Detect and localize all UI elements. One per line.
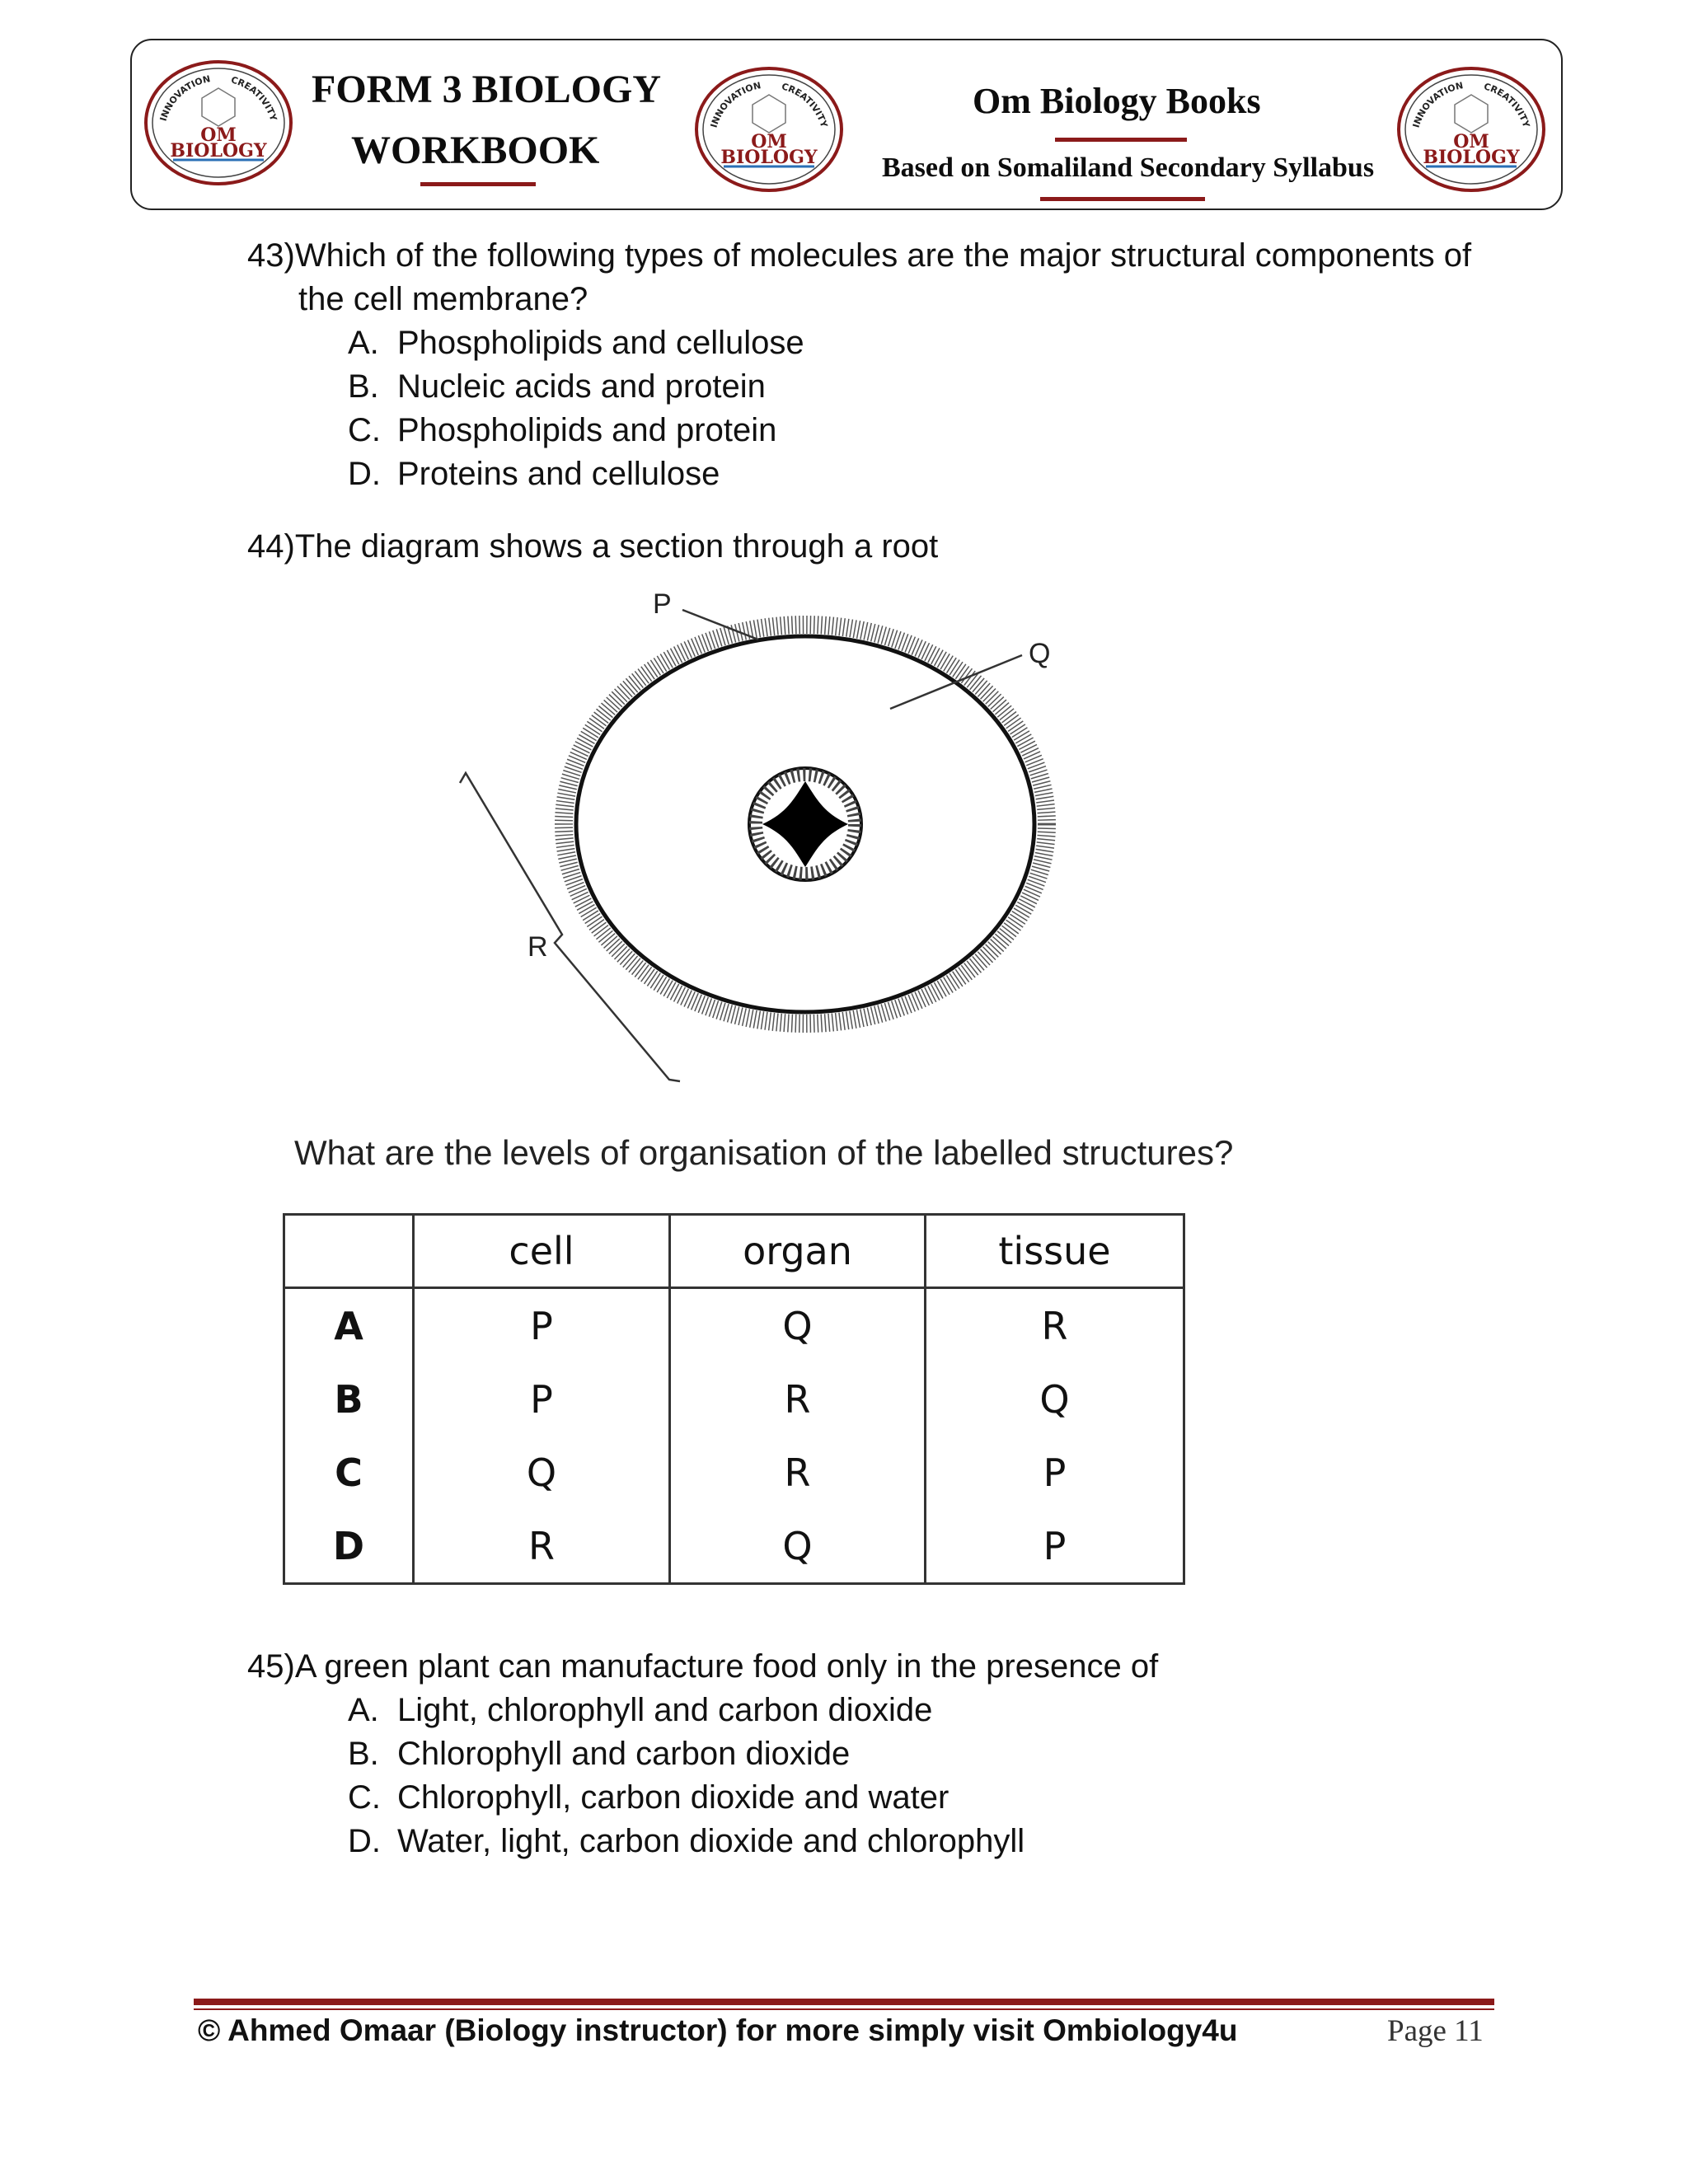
svg-text:BIOLOGY: BIOLOGY [170,140,267,162]
table-cell: Q [414,1436,670,1509]
q43-option-b: B. Nucleic acids and protein [348,368,766,405]
table-cell: R [670,1362,926,1436]
brand-underline [1055,138,1187,142]
page-header [130,39,1563,210]
question-number: 44) [247,528,295,565]
om-biology-logo-right [1393,63,1550,195]
svg-text:CREATIVITY: CREATIVITY [1482,81,1532,129]
svg-text:OM: OM [200,124,237,146]
footer-rule [194,1999,1494,2005]
om-biology-logo-left [140,57,297,189]
table-row [284,1436,1184,1509]
table-cell: Q [926,1362,1184,1436]
q45-option-c: C. Chlorophyll, carbon dioxide and water [348,1779,950,1816]
workbook-title-line1: FORM 3 BIOLOGY [312,68,662,111]
table-header-row [284,1215,1184,1288]
subtitle-underline [1040,197,1205,201]
footer-rule-thin [194,2008,1494,2010]
q43-option-a: A. Phospholipids and cellulose [348,325,804,361]
stele [749,768,861,880]
workbook-title-line2: WORKBOOK [351,129,600,172]
om-biology-logo-center [691,63,847,195]
row-key: C [284,1436,414,1509]
svg-text:INNOVATION: INNOVATION [708,80,762,129]
footer-copyright: © Ahmed Omaar (Biology instructor) for more simply visit Ombiology4u [198,2013,1238,2047]
q43-option-d: D. Proteins and cellulose [348,456,720,492]
question-44-subquestion: What are the levels of organisation of the labelled structures? [294,1133,1234,1172]
q45-option-b: B. Chlorophyll and carbon dioxide [348,1736,851,1772]
row-key: D [284,1509,414,1584]
row-key: B [284,1362,414,1436]
root-section-svg [445,577,1088,1096]
label-r: R [528,931,548,963]
svg-text:INNOVATION: INNOVATION [1410,80,1465,129]
label-p: P [653,588,672,620]
table-header-cell: tissue [926,1215,1184,1288]
svg-text:BIOLOGY: BIOLOGY [720,147,818,168]
table-cell: R [414,1509,670,1584]
table-header-cell [284,1215,414,1288]
question-43-line2: the cell membrane? [298,281,588,317]
brand-name: Om Biology Books [973,81,1261,121]
table-header-cell: cell [414,1215,670,1288]
table-row [284,1509,1184,1584]
question-number: 45) [247,1648,295,1685]
table-header-cell: organ [670,1215,926,1288]
table-row [284,1288,1184,1363]
table-cell: P [414,1362,670,1436]
question-43 [247,234,1471,278]
svg-text:CREATIVITY: CREATIVITY [780,81,830,129]
table-cell: P [926,1436,1184,1509]
question-text-line1: Which of the following types of molecules are the major structural components of [294,237,1472,274]
table-cell: Q [670,1509,926,1584]
question-number: 43) [247,237,295,274]
q45-option-a: A. Light, chlorophyll and carbon dioxide [348,1692,933,1728]
syllabus-subtitle: Based on Somaliland Secondary Syllabus [882,152,1375,183]
label-q: Q [1029,638,1051,669]
answer-table [283,1213,1185,1585]
table-cell: R [670,1436,926,1509]
svg-text:CREATIVITY: CREATIVITY [229,74,279,123]
svg-text:OM: OM [1453,131,1489,152]
table-cell: P [414,1288,670,1363]
table-cell: P [926,1509,1184,1584]
row-key: A [284,1288,414,1363]
svg-text:INNOVATION: INNOVATION [157,73,212,123]
table-cell: R [926,1288,1184,1363]
question-text: The diagram shows a section through a root [294,528,939,565]
root-section-diagram [445,577,1088,1096]
question-text: A green plant can manufacture food only in the presence of [294,1648,1159,1685]
q45-option-d: D. Water, light, carbon dioxide and chlorophyll [348,1823,1025,1859]
question-44 [247,525,938,569]
q43-option-c: C. Phospholipids and protein [348,412,777,448]
table-cell: Q [670,1288,926,1363]
svg-text:BIOLOGY: BIOLOGY [1423,147,1520,168]
title-underline [420,182,536,186]
page-number: Page 11 [1387,2014,1484,2048]
table-row [284,1362,1184,1436]
svg-text:OM: OM [751,131,787,152]
question-45 [247,1645,1158,1689]
